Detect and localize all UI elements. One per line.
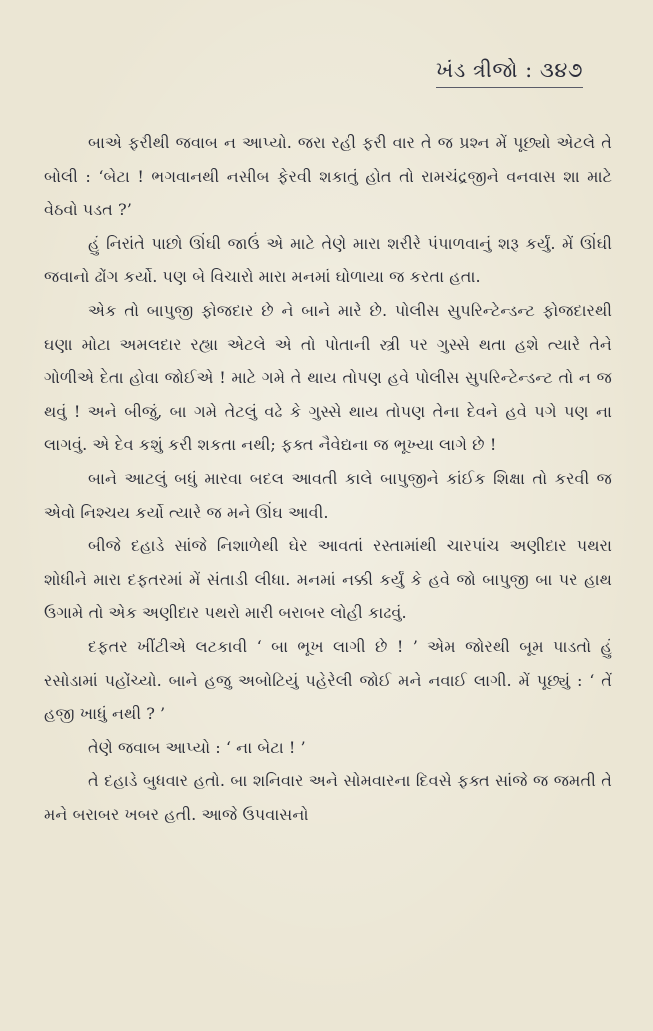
body-text: [44, 126, 612, 831]
paragraph: એક તો બાપુજી ફોજદાર છે ને બાને મારે છે. પોલીસ સુપરિન્ટેન્ડન્ટ ફોજદારથી ઘણા મોટા અમલદાર રહ્યા એટલે એ તો પોતાની સ્ત્રી પર ગુસ્સે થતા હશે ત્યારે તેને ગોળીએ દેતા હોવા જોઈએ ! માટે ગમે તે થાય તોપણ હવે પોલીસ સુપરિન્ટેન્ડન્ટ તો ન જ થવું ! અને બીજું, બા ગમે તેટલું વઢે કે ગુસ્સે થાય તોપણ તેના દેવને હવે પગે પણ ના લાગવું. એ દેવ કશું કરી શકતા નથી; ફક્ત નૈવેદ્યના જ ભૂખ્યા લાગે છે !: [44, 300, 612, 455]
paragraph: દફતર ખીંટીએ લટકાવી ‘ બા ભૂખ લાગી છે ! ’ એમ જોરથી બૂમ પાડતો હું રસોડામાં પહોંચ્યો. બાને હજુ અબોટિયું પહેરેલી જોઈ મને નવાઈ લાગી. મેં પૂછ્યું : ‘ તેં હજી ખાધું નથી ? ’: [44, 636, 612, 724]
running-head-text: ખંડ ત્રીજો : ૩૪૭: [435, 58, 583, 82]
paragraph: તેણે જવાબ આપ્યો : ‘ ના બેટા ! ’: [88, 737, 306, 757]
paragraph: તે દહાડે બુધવાર હતો. બા શનિવાર અને સોમવારના દિવસે ફક્ત સાંજે જ જમતી તે મને બરાબર ખબર હતી. આજે ઉપવાસનો: [44, 771, 612, 824]
running-head-rule: [436, 87, 583, 88]
paragraph: બાને આટલું બધું મારવા બદલ આવતી કાલે બાપુજીને કાંઈક શિક્ષા તો કરવી જ એવો નિશ્ચય કર્યો ત્યારે જ મને ઊંઘ આવી.: [44, 468, 612, 522]
paragraph: બાએ ફરીથી જવાબ ન આપ્યો. જરા રહી ફરી વાર તે જ પ્રશ્ન મેં પૂછ્યો એટલે તે બોલી : ‘બેટા ! ભગવાનથી નસીબ ફેરવી શકાતું હોત તો રામચંદ્રજીને વનવાસ શા માટે વેઠવો પડત ?’: [44, 133, 612, 220]
paragraph: હું નિરાંતે પાછો ઊંઘી જાઉં એ માટે તેણે મારા શરીરે પંપાળવાનું શરૂ કર્યું. મેં ઊંઘી જવાનો ઢોંગ કર્યો. પણ બે વિચારો મારા મનમાં ઘોળાયા જ કરતા હતા.: [44, 233, 612, 287]
paragraph: બીજે દહાડે સાંજે નિશાળેથી ઘેર આવતાં રસ્તામાંથી ચારપાંચ અણીદાર પથરા શોધીને મારા દફતરમાં મેં સંતાડી લીધા. મનમાં નક્કી કર્યું કે હવે જો બાપુજી બા પર હાથ ઉગામે તો એક અણીદાર પથરો મારી બરાબર લોહી કાઢવું.: [44, 536, 612, 623]
running-head: [436, 58, 583, 88]
